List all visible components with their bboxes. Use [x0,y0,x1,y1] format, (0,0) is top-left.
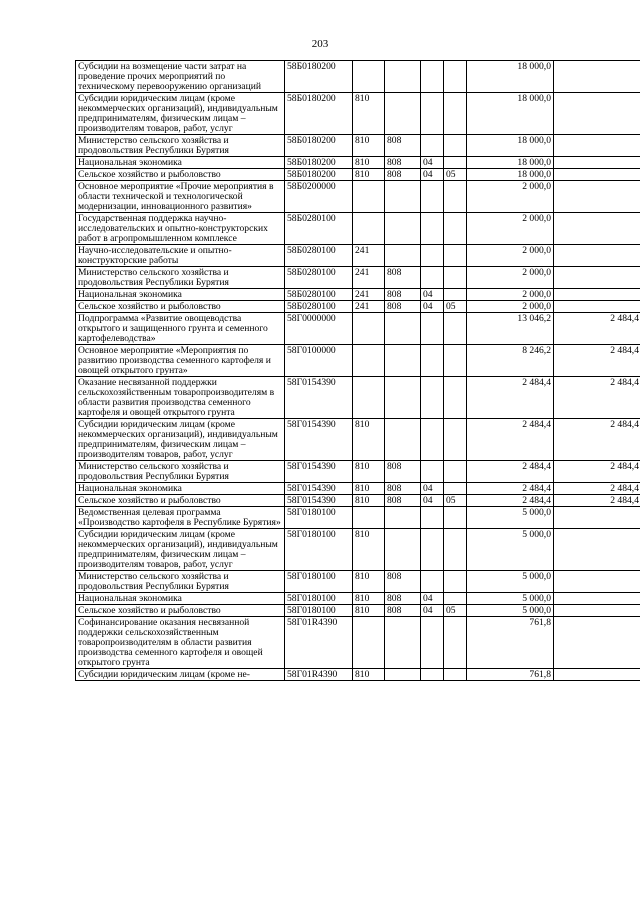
ministry-code [385,313,421,345]
subsection-code [444,245,467,267]
section-code: 04 [421,169,444,181]
amount-secondary: 2 484,4 [554,461,640,483]
amount-primary: 2 484,4 [467,377,554,419]
amount-primary: 5 000,0 [467,507,554,529]
table-row [76,571,640,593]
section-code [421,345,444,377]
row-name: Национальная экономика [76,289,285,301]
row-name: Сельское хозяйство и рыболовство [76,169,285,181]
expense-type-code: 810 [353,669,385,681]
ministry-code: 808 [385,593,421,605]
ministry-code [385,377,421,419]
amount-primary: 8 246,2 [467,345,554,377]
target-article-code: 58Г0100000 [285,345,353,377]
amount-primary: 18 000,0 [467,61,554,93]
table-row [76,169,640,181]
target-article-code: 58Б0180200 [285,169,353,181]
subsection-code [444,313,467,345]
subsection-code [444,213,467,245]
expense-type-code: 241 [353,289,385,301]
subsection-code [444,267,467,289]
ministry-code [385,213,421,245]
section-code [421,267,444,289]
table-row [76,313,640,345]
amount-primary: 18 000,0 [467,93,554,135]
row-name: Субсидии юридическим лицам (кроме некоммерческих организаций), индивидуальным предпринимателям, физическим лицам – производителям товаров, работ, услуг [76,529,285,571]
expense-type-code: 810 [353,419,385,461]
ministry-code [385,181,421,213]
expense-type-code: 810 [353,593,385,605]
row-name: Субсидии юридическим лицам (кроме некоммерческих организаций), индивидуальным предпринимателям, физическим лицам – производителям товаров, работ, услуг [76,419,285,461]
amount-secondary [554,213,640,245]
subsection-code [444,461,467,483]
target-article-code: 58Б0180200 [285,61,353,93]
subsection-code [444,507,467,529]
ministry-code [385,345,421,377]
expense-type-code: 810 [353,605,385,617]
table-row [76,669,640,681]
ministry-code: 808 [385,267,421,289]
ministry-code [385,61,421,93]
expense-type-code [353,345,385,377]
row-name: Софинансирование оказания несвязанной поддержки сельскохозяйственным товаропроизводителям в области развития производства семенного картофеля и овощей открытого грунта [76,617,285,669]
subsection-code [444,419,467,461]
amount-primary: 13 046,2 [467,313,554,345]
section-code [421,213,444,245]
amount-primary: 2 000,0 [467,289,554,301]
amount-primary: 2 000,0 [467,267,554,289]
target-article-code: 58Г01R4390 [285,669,353,681]
amount-primary: 5 000,0 [467,529,554,571]
amount-primary: 5 000,0 [467,605,554,617]
row-name: Сельское хозяйство и рыболовство [76,605,285,617]
target-article-code: 58Б0200000 [285,181,353,213]
amount-secondary [554,605,640,617]
target-article-code: 58Б0180200 [285,135,353,157]
ministry-code [385,245,421,267]
subsection-code [444,345,467,377]
section-code [421,135,444,157]
row-name: Основное мероприятие «Прочие мероприятия в области технической и технологической модернизации, инновационного развития» [76,181,285,213]
amount-secondary: 2 484,4 [554,495,640,507]
ministry-code: 808 [385,483,421,495]
expense-type-code [353,313,385,345]
row-name: Научно-исследовательские и опытно-конструкторские работы [76,245,285,267]
ministry-code [385,669,421,681]
ministry-code [385,93,421,135]
budget-table-body [76,61,640,681]
target-article-code: 58Г0154390 [285,483,353,495]
expense-type-code: 810 [353,93,385,135]
table-row [76,61,640,93]
amount-secondary [554,669,640,681]
expense-type-code: 810 [353,529,385,571]
ministry-code: 808 [385,169,421,181]
amount-secondary [554,529,640,571]
expense-type-code: 810 [353,135,385,157]
ministry-code: 808 [385,157,421,169]
subsection-code [444,529,467,571]
target-article-code: 58Г0180100 [285,507,353,529]
ministry-code: 808 [385,135,421,157]
expense-type-code: 241 [353,267,385,289]
amount-secondary [554,157,640,169]
target-article-code: 58Г0000000 [285,313,353,345]
expense-type-code [353,61,385,93]
subsection-code: 05 [444,605,467,617]
ministry-code [385,507,421,529]
table-row [76,605,640,617]
section-code: 04 [421,593,444,605]
target-article-code: 58Г0154390 [285,495,353,507]
amount-secondary [554,61,640,93]
target-article-code: 58Б0280100 [285,245,353,267]
amount-secondary [554,245,640,267]
amount-secondary [554,289,640,301]
target-article-code: 58Б0280100 [285,301,353,313]
target-article-code: 58Г0180100 [285,571,353,593]
target-article-code: 58Б0280100 [285,213,353,245]
expense-type-code: 810 [353,571,385,593]
row-name: Министерство сельского хозяйства и продовольствия Республики Бурятия [76,267,285,289]
section-code: 04 [421,495,444,507]
subsection-code [444,157,467,169]
target-article-code: 58Г0154390 [285,377,353,419]
amount-secondary [554,617,640,669]
amount-primary: 2 000,0 [467,213,554,245]
target-article-code: 58Г0180100 [285,605,353,617]
table-row [76,617,640,669]
target-article-code: 58Г0180100 [285,593,353,605]
amount-primary: 761,8 [467,617,554,669]
subsection-code [444,135,467,157]
section-code [421,61,444,93]
amount-primary: 2 484,4 [467,461,554,483]
row-name: Ведомственная целевая программа «Производство картофеля в Республике Бурятия» [76,507,285,529]
section-code: 04 [421,157,444,169]
amount-primary: 2 000,0 [467,245,554,267]
amount-secondary [554,301,640,313]
amount-secondary [554,169,640,181]
table-row [76,301,640,313]
table-row [76,377,640,419]
subsection-code [444,289,467,301]
expense-type-code: 241 [353,245,385,267]
expense-type-code [353,507,385,529]
subsection-code [444,181,467,213]
row-name: Министерство сельского хозяйства и продовольствия Республики Бурятия [76,461,285,483]
subsection-code: 05 [444,495,467,507]
row-name: Сельское хозяйство и рыболовство [76,495,285,507]
table-row [76,181,640,213]
amount-secondary: 2 484,4 [554,345,640,377]
amount-primary: 18 000,0 [467,157,554,169]
target-article-code: 58Б0180200 [285,93,353,135]
section-code [421,617,444,669]
amount-primary: 5 000,0 [467,593,554,605]
page-number: 203 [311,38,329,50]
table-row [76,419,640,461]
subsection-code [444,617,467,669]
table-row [76,593,640,605]
expense-type-code [353,617,385,669]
expense-type-code: 810 [353,169,385,181]
amount-secondary: 2 484,4 [554,419,640,461]
table-row [76,461,640,483]
row-name: Национальная экономика [76,483,285,495]
budget-table [75,60,640,681]
section-code [421,507,444,529]
ministry-code: 808 [385,571,421,593]
ministry-code: 808 [385,289,421,301]
row-name: Государственная поддержка научно-исследовательских и опытно-конструкторских работ в агропромышленном комплексе [76,213,285,245]
expense-type-code: 810 [353,461,385,483]
table-row [76,93,640,135]
table-row [76,135,640,157]
amount-primary: 5 000,0 [467,571,554,593]
ministry-code: 808 [385,301,421,313]
target-article-code: 58Б0280100 [285,267,353,289]
amount-secondary [554,507,640,529]
expense-type-code: 810 [353,495,385,507]
row-name: Субсидии на возмещение части затрат на проведение прочих мероприятий по техническому перевооружению организаций [76,61,285,93]
subsection-code [444,377,467,419]
amount-primary: 2 484,4 [467,483,554,495]
amount-primary: 761,8 [467,669,554,681]
table-row [76,157,640,169]
amount-secondary [554,93,640,135]
expense-type-code [353,213,385,245]
table-row [76,529,640,571]
ministry-code [385,529,421,571]
section-code: 04 [421,483,444,495]
section-code [421,461,444,483]
amount-secondary [554,593,640,605]
expense-type-code: 810 [353,483,385,495]
section-code: 04 [421,301,444,313]
section-code [421,245,444,267]
amount-secondary: 2 484,4 [554,483,640,495]
section-code [421,377,444,419]
row-name: Субсидии юридическим лицам (кроме не- [76,669,285,681]
amount-secondary: 2 484,4 [554,377,640,419]
amount-secondary [554,571,640,593]
ministry-code [385,617,421,669]
section-code [421,419,444,461]
amount-secondary [554,135,640,157]
row-name: Сельское хозяйство и рыболовство [76,301,285,313]
target-article-code: 58Б0180200 [285,157,353,169]
table-row [76,483,640,495]
amount-primary: 2 484,4 [467,419,554,461]
subsection-code: 05 [444,169,467,181]
row-name: Министерство сельского хозяйства и продовольствия Республики Бурятия [76,135,285,157]
amount-secondary [554,181,640,213]
target-article-code: 58Б0280100 [285,289,353,301]
row-name: Основное мероприятие «Мероприятия по развитию производства семенного картофеля и овощей открытого грунта» [76,345,285,377]
ministry-code: 808 [385,495,421,507]
expense-type-code [353,377,385,419]
expense-type-code [353,181,385,213]
section-code [421,669,444,681]
amount-secondary: 2 484,4 [554,313,640,345]
amount-primary: 2 484,4 [467,495,554,507]
subsection-code [444,93,467,135]
section-code [421,571,444,593]
section-code [421,529,444,571]
table-row [76,495,640,507]
ministry-code: 808 [385,605,421,617]
subsection-code [444,593,467,605]
row-name: Министерство сельского хозяйства и продовольствия Республики Бурятия [76,571,285,593]
amount-primary: 18 000,0 [467,135,554,157]
section-code: 04 [421,605,444,617]
amount-primary: 2 000,0 [467,181,554,213]
subsection-code [444,483,467,495]
table-row [76,267,640,289]
expense-type-code: 241 [353,301,385,313]
table-row [76,245,640,267]
amount-primary: 2 000,0 [467,301,554,313]
amount-secondary [554,267,640,289]
target-article-code: 58Г0180100 [285,529,353,571]
subsection-code: 05 [444,301,467,313]
row-name: Национальная экономика [76,157,285,169]
subsection-code [444,571,467,593]
table-row [76,289,640,301]
section-code: 04 [421,289,444,301]
target-article-code: 58Г0154390 [285,461,353,483]
expense-type-code: 810 [353,157,385,169]
amount-primary: 18 000,0 [467,169,554,181]
target-article-code: 58Г01R4390 [285,617,353,669]
ministry-code [385,419,421,461]
table-row [76,507,640,529]
row-name: Оказание несвязанной поддержки сельскохозяйственным товаропроизводителям в области развития производства семенного картофеля и овощей открытого грунта [76,377,285,419]
row-name: Субсидии юридическим лицам (кроме некоммерческих организаций), индивидуальным предпринимателям, физическим лицам – производителям товаров, работ, услуг [76,93,285,135]
subsection-code [444,669,467,681]
section-code [421,181,444,213]
ministry-code: 808 [385,461,421,483]
section-code [421,93,444,135]
row-name: Национальная экономика [76,593,285,605]
subsection-code [444,61,467,93]
target-article-code: 58Г0154390 [285,419,353,461]
row-name: Подпрограмма «Развитие овощеводства открытого и защищенного грунта и семенного картофелеводства» [76,313,285,345]
table-row [76,213,640,245]
table-row [76,345,640,377]
section-code [421,313,444,345]
